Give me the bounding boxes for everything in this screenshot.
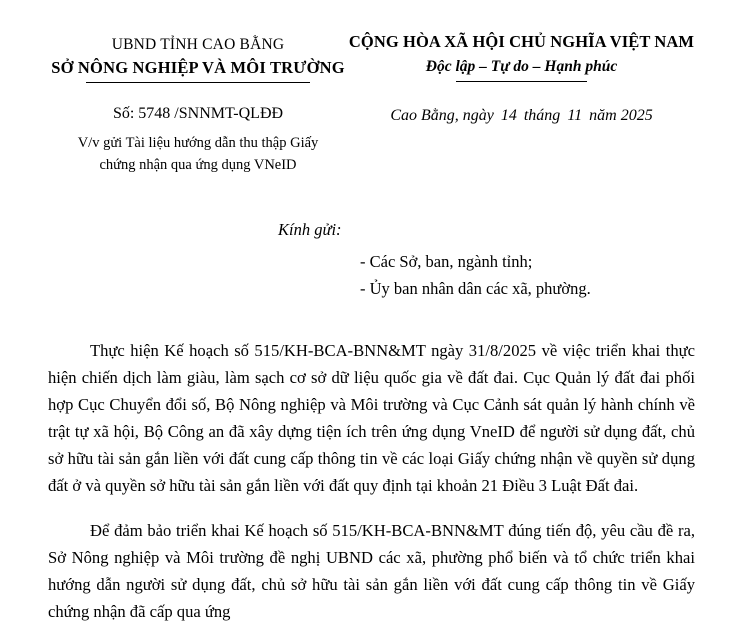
- document-subject-line-1: V/v gửi Tài liệu hướng dẫn thu thập Giấy: [77, 135, 319, 152]
- document-body: [48, 337, 695, 625]
- issuing-authority-block: [48, 30, 348, 80]
- recipients-block: [48, 217, 695, 303]
- place-date-block: [348, 102, 695, 128]
- body-paragraph-1: Thực hiện Kế hoạch số 515/KH-BCA-BNN&MT ngày 31/8/2025 về việc triển khai thực hiện chiến dịch làm giàu, làm sạch cơ sở dữ liệu quốc gia về đất đai. Cục Quản lý đất đai phối hợp Cục Chuyển đổi số, Bộ Nông nghiệp và Môi trường và Cục Cảnh sát quản lý hành chính về trật tự xã hội, Bộ Công an đã xây dựng tiện ích trên ứng dụng VneID để người sử dụng đất, chủ sở hữu tài sản gắn liền với đất cung cấp thông tin về các loại Giấy chứng nhận về quyền sử dụng đất ở và quyền sở hữu tài sản gắn liền với đất quy định tại khoản 21 Điều 3 Luật Đất đai.: [48, 340, 695, 495]
- document-header: [48, 30, 695, 80]
- date-month: 11: [567, 107, 583, 125]
- date-year: 2025: [620, 107, 653, 125]
- list-item: - Các Sở, ban, ngành tỉnh;: [360, 252, 533, 272]
- recipients-list: [278, 249, 695, 302]
- document-meta-row: [48, 102, 695, 177]
- body-paragraph-2: Để đảm bảo triển khai Kế hoạch số 515/KH-BCA-BNN&MT đúng tiến độ, yêu cầu đề ra, Sở Nông nghiệp và Môi trường đề nghị UBND các xã, phường phổ biến và tổ chức triển khai hướng dẫn người sử dụng đất, chủ sở hữu tài sản gắn liền với đất cung cấp thông tin về Giấy chứng nhận đã cấp qua ứng: [48, 521, 695, 622]
- country-name: CỘNG HÒA XÃ HỘI CHỦ NGHĨA VIỆT NAM: [348, 32, 695, 51]
- province-name: UBND TỈNH CAO BẰNG: [111, 36, 285, 53]
- month-label: tháng: [523, 107, 561, 125]
- year-label: năm: [589, 107, 617, 125]
- national-motto: Độc lập – Tự do – Hạnh phúc: [426, 55, 617, 80]
- date-day: 14: [500, 107, 517, 125]
- document-reference-block: [48, 102, 348, 177]
- place-label: Cao Bằng, ngày: [390, 107, 494, 125]
- document-number: Số: 5748 /SNNMT-QLĐĐ: [112, 105, 284, 123]
- department-name: SỞ NÔNG NGHIỆP VÀ MÔI TRƯỜNG: [51, 56, 345, 80]
- recipients-title: Kính gửi:: [278, 219, 342, 239]
- document-subject-line-2: chứng nhận qua ứng dụng VNeID: [99, 157, 297, 174]
- place-and-date: [348, 104, 695, 128]
- list-item: - Ủy ban nhân dân các xã, phường.: [360, 279, 591, 298]
- document-subject: [48, 133, 348, 177]
- national-heading-block: [348, 30, 695, 80]
